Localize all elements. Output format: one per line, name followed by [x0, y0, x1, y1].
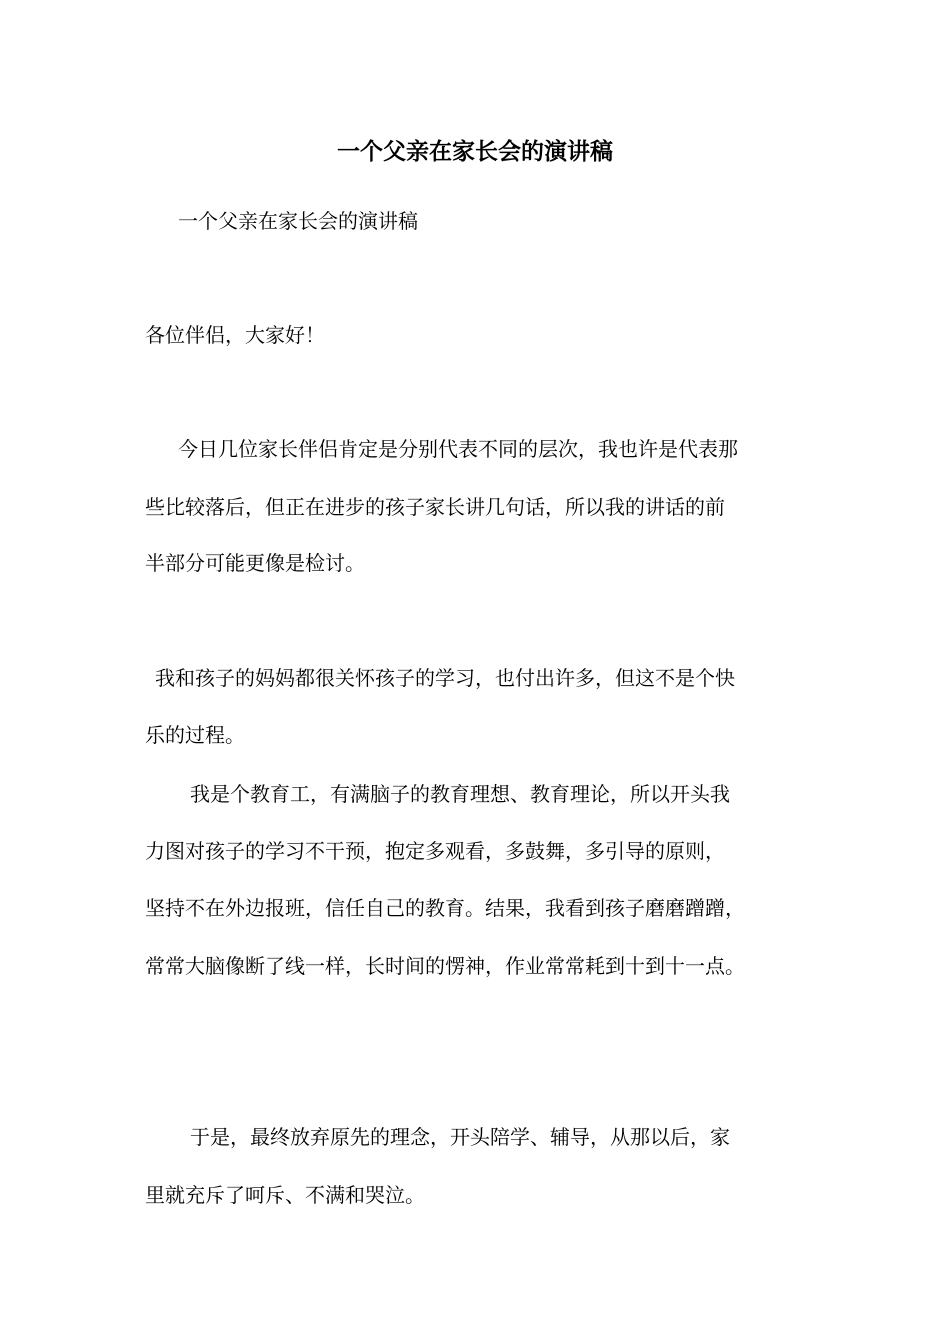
greeting-line: 各位伴侣，大家好！ [145, 323, 325, 347]
paragraph-line: 我是个教育工，有满脑子的教育理想、教育理论，所以开头我 [190, 782, 730, 806]
paragraph-line: 于是，最终放弃原先的理念，开头陪学、辅导，从那以后，家 [190, 1125, 730, 1149]
paragraph-line: 乐的过程。 [145, 723, 245, 747]
paragraph-line: 些比较落后，但正在进步的孩子家长讲几句话，所以我的讲话的前 [145, 495, 725, 519]
paragraph-line: 今日几位家长伴侣肯定是分别代表不同的层次，我也许是代表那 [178, 437, 738, 461]
paragraph-line: 我和孩子的妈妈都很关怀孩子的学习，也付出许多，但这不是个快 [155, 666, 735, 690]
paragraph-line: 坚持不在外边报班，信任自己的教育。结果，我看到孩子磨磨蹭蹭， [145, 896, 745, 920]
paragraph-line: 力图对孩子的学习不干预，抱定多观看，多鼓舞，多引导的原则， [145, 839, 725, 863]
document-title: 一个父亲在家长会的演讲稿 [337, 138, 613, 165]
paragraph-line: 常常大脑像断了线一样，长时间的愣神，作业常常耗到十到十一点。 [145, 954, 745, 978]
paragraph-line: 里就充斥了呵斥、不满和哭泣。 [145, 1183, 425, 1207]
subtitle-line: 一个父亲在家长会的演讲稿 [178, 209, 418, 233]
paragraph-line: 半部分可能更像是检讨。 [145, 551, 365, 575]
